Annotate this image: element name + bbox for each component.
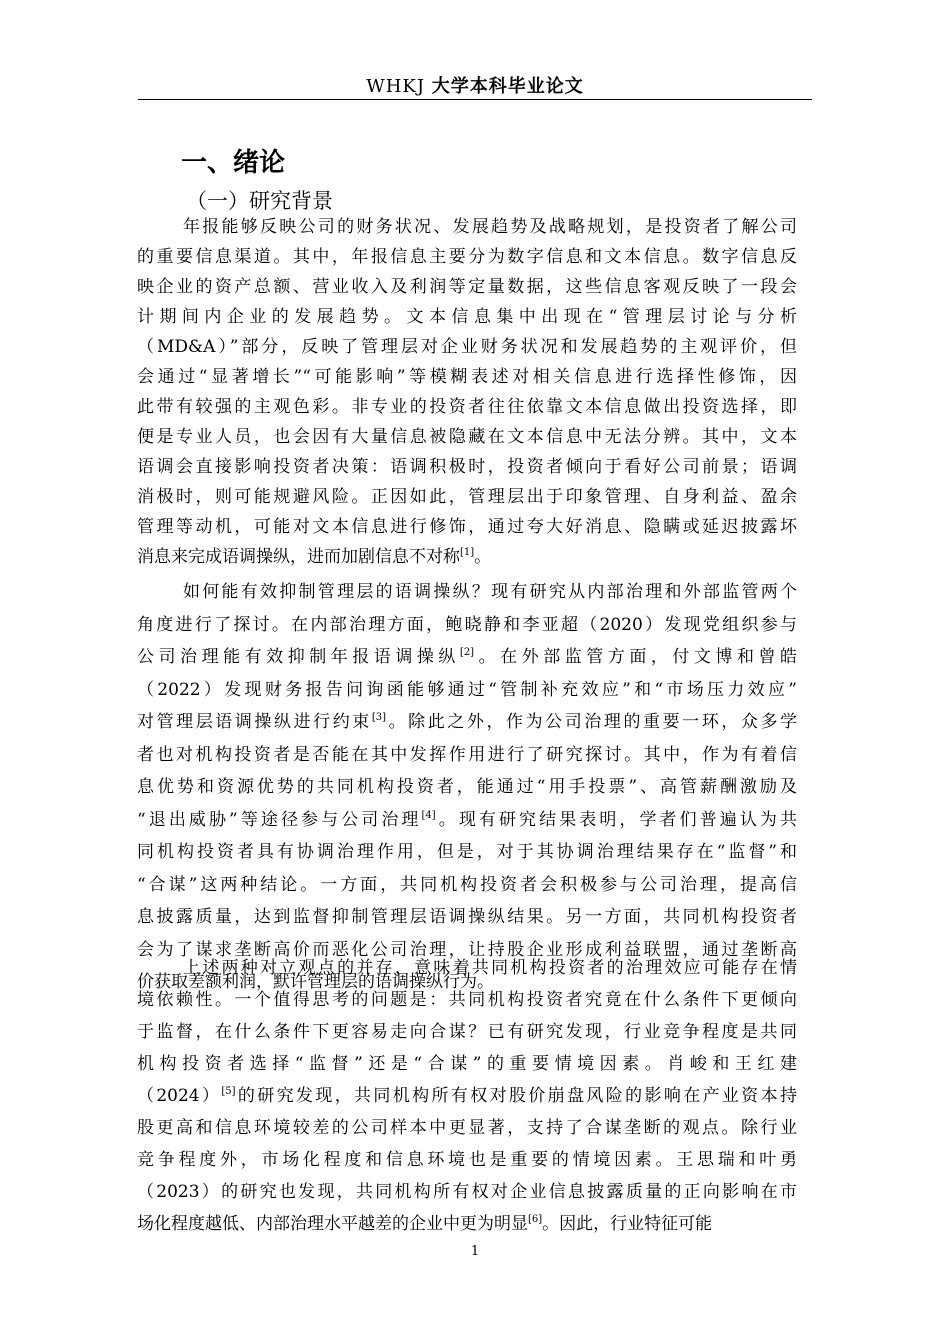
line-text: 此带有较强的主观色彩。非专业的投资者往往依靠文本信息做出投资选择，即 (137, 397, 797, 417)
text-line (137, 272, 797, 302)
line-text: 会通过“显著增长”“可能影响”等模糊表述对相关信息进行选择性修饰，因 (137, 367, 797, 387)
text-line (137, 901, 797, 934)
paragraph-1 (137, 212, 797, 572)
line-text-after: 。因此，行业特征可能 (542, 1214, 713, 1234)
text-line (137, 392, 797, 422)
line-text: 场化程度越低、内部治理水平越差的企业中更为明显 (137, 1214, 528, 1234)
text-line (137, 984, 797, 1016)
line-text-after: 。现有研究结果表明，学者们普遍认为共 (435, 809, 797, 830)
running-header (138, 72, 812, 98)
text-line (137, 422, 797, 452)
line-text: 的重要信息渠道。其中，年报信息主要分为数字信息和文本信息。数字信息反 (137, 247, 797, 267)
line-text: 如何能有效抑制管理层的语调操纵？现有研究从内部治理和外部监管两个 (183, 582, 797, 602)
paragraph-3 (137, 952, 797, 1240)
line-text: 者也对机构投资者是否能在其中发挥作用进行了研究探讨。其中，作为有着信 (137, 744, 797, 765)
line-text: 便是专业人员，也会因有大量信息被隐藏在文本信息中无法分辨。其中，文本 (137, 427, 797, 447)
chapter-heading: 一、绪论 (181, 148, 286, 178)
line-text: 语调会直接影响投资者决策：语调积极时，投资者倾向于看好公司前景；语调 (137, 457, 797, 477)
text-line (137, 332, 797, 362)
line-text: 管理等动机，可能对文本信息进行修饰，通过夸大好消息、隐瞒或延迟披露坏 (137, 517, 797, 537)
text-line (137, 242, 797, 272)
section-heading: （一）研究背景 (186, 189, 333, 213)
line-text: 公司治理能有效抑制年报语调操纵 (137, 647, 460, 667)
line-text: 计期间内企业的发展趋势。文本信息集中出现在“管理层讨论与分析 (137, 307, 797, 327)
text-line (137, 1208, 797, 1240)
header-rule (138, 99, 812, 100)
text-line (137, 952, 797, 984)
line-text: 息披露质量，达到监督抑制管理层语调操纵结果。另一方面，共同机构投资者 (137, 907, 797, 927)
line-text-after: 。在外部监管方面，付文博和曾皓 (474, 647, 797, 667)
text-line (137, 609, 797, 642)
line-text: “合谋”这两种结论。一方面，共同机构投资者会积极参与公司治理，提高信 (137, 874, 797, 895)
line-text: 价获取差额利润，默许管理层的语调操纵行为。 (137, 972, 494, 992)
text-line (137, 836, 797, 869)
citation-ref: [2] (459, 647, 475, 658)
line-text: 息优势和资源优势的共同机构投资者，能通过“用手投票”、高管薪酬激励及 (137, 777, 797, 797)
paragraph-2 (137, 576, 797, 999)
line-text: 角度进行了探讨。在内部治理方面，鲍晓静和李亚超（2020）发现党组织参与 (137, 614, 797, 635)
line-text: 年报能够反映公司的财务状况、发展趋势及战略规划，是投资者了解公司 (183, 217, 797, 237)
line-text: 会为了谋求垄断高价而恶化公司治理，让持股企业形成利益联盟，通过垄断高 (137, 939, 797, 960)
header-latin: WHKJ (366, 76, 426, 97)
line-text: 股更高和信息环境较差的公司样本中更显著，支持了合谋垄断的观点。除行业 (137, 1118, 797, 1138)
text-line (137, 302, 797, 332)
text-line (137, 1144, 797, 1176)
line-text: “退出威胁”等途径参与公司治理 (137, 809, 422, 830)
header-title: 大学本科毕业论文 (431, 76, 584, 97)
line-text-after: 的研究发现，共同机构所有权对股价崩盘风险的影响在产业资本持 (235, 1086, 797, 1106)
line-text: 于监督，在什么条件下更容易走向合谋？已有研究发现，行业竞争程度是共同 (137, 1022, 797, 1042)
line-text: （2022）发现财务报告问询函能够通过“管制补充效应”和“市场压力效应” (137, 679, 797, 700)
text-line (137, 512, 797, 542)
line-text: （2024） (137, 1086, 222, 1106)
text-line (137, 542, 797, 572)
line-text: 同机构投资者具有协调治理作用，但是，对于其协调治理结果存在“监督”和 (137, 842, 797, 862)
line-text-after: 。 (474, 547, 492, 567)
text-line (137, 1112, 797, 1144)
line-text: 消极时，则可能规避风险。正因如此，管理层出于印象管理、自身利益、盈余 (137, 487, 797, 507)
line-text: 竞争程度外，市场化程度和信息环境也是重要的情境因素。王思瑞和叶勇 (137, 1150, 797, 1170)
citation-ref: [6] (528, 1214, 543, 1225)
citation-ref: [5] (221, 1086, 236, 1097)
text-line (137, 804, 797, 837)
line-text: 映企业的资产总额、营业收入及利润等定量数据，这些信息客观反映了一段会 (137, 277, 797, 297)
line-text: 消息来完成语调操纵，进而加剧信息不对称 (137, 547, 460, 567)
text-line (137, 1048, 797, 1080)
line-text: （2023）的研究也发现，共同机构所有权对企业信息披露质量的正向影响在市 (137, 1182, 797, 1202)
line-text: （MD&A）”部分，反映了管理层对企业财务状况和发展趋势的主观评价，但 (137, 337, 797, 357)
text-line (137, 706, 797, 739)
citation-ref: [3] (371, 712, 387, 723)
citation-ref: [4] (421, 809, 436, 821)
text-line (137, 641, 797, 674)
text-line (137, 1080, 797, 1112)
line-text: 对管理层语调操纵进行约束 (137, 712, 372, 732)
line-text: 上述两种对立观点的并存，意味着共同机构投资者的治理效应可能存在情 (183, 958, 797, 978)
text-line (137, 739, 797, 772)
line-text: 境依赖性。一个值得思考的问题是：共同机构投资者究竟在什么条件下更倾向 (137, 990, 797, 1010)
text-line (137, 771, 797, 804)
line-text-after: 。除此之外，作为公司治理的重要一环，众多学 (386, 712, 797, 732)
citation-ref: [1] (460, 547, 475, 558)
text-line (137, 1016, 797, 1048)
text-line (137, 482, 797, 512)
text-line (137, 212, 797, 242)
text-line (137, 674, 797, 707)
text-line (137, 576, 797, 609)
text-line (137, 1176, 797, 1208)
line-text: 机构投资者选择“监督”还是“合谋”的重要情境因素。肖峻和王红建 (137, 1054, 797, 1074)
text-line (137, 362, 797, 392)
page-number: 1 (470, 1244, 480, 1259)
text-line (137, 452, 797, 482)
text-line (137, 869, 797, 902)
